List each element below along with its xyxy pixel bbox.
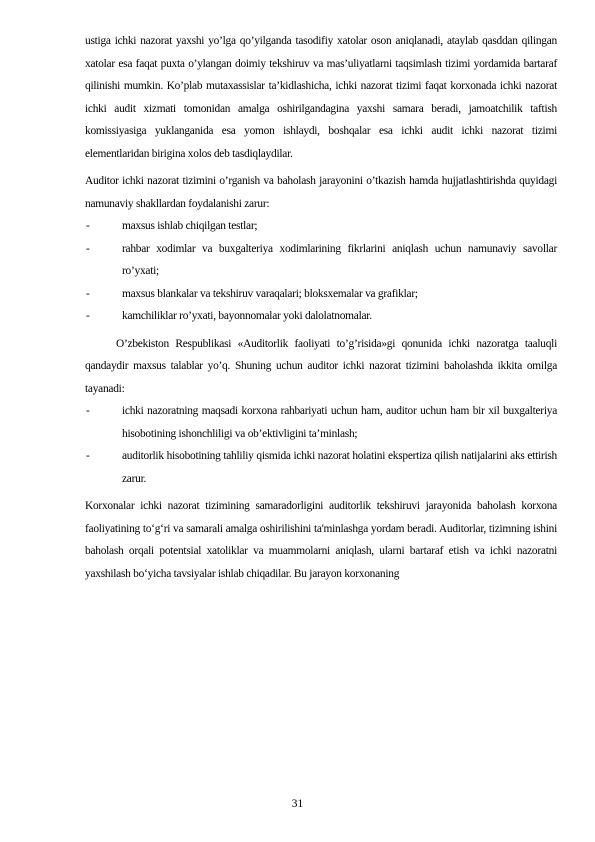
page-number: 31 [291,798,304,810]
list-item-text: ichki nazoratning maqsadi korxona rahbariyati uchun ham, auditor uchun ham bir xil buxgalteriya hisobotining ishonchliligi va ob’ektivligini ta’minlash; [122,405,557,440]
list-dash: - [86,220,90,232]
list-item-text: kamchiliklar ro’yxati, bayonnomalar yoki dalolatnomalar. [122,310,372,322]
factors-list [85,400,557,490]
list-dash: - [86,405,90,417]
forms-list [85,215,557,328]
list-item-text: rahbar xodimlar va buxgalteriya xodimlarining fikrlarini aniqlash uchun namunaviy savollar ro’yxati; [122,242,557,277]
page-content [85,30,557,585]
list-item-text: auditorlik hisobotining tahliliy qismida ichki nazorat holatini ekspertiza qilish natijalarini aks ettirish zarur. [122,450,557,485]
paragraph-3: O’zbekiston Respublikasi «Auditorlik faoliyati to’g’risida»gi qonunida ichki nazoratga taaluqli qandaydir maxsus talablar yo’q. Shuning uchun auditor ichki nazorat tizimini baholashda ikkita omilga tayanadi: [85,337,557,395]
paragraph-1: ustiga ichki nazorat yaxshi yo’lga qo’yilganda tasodifiy xatolar oson aniqlanadi, ataylab qasddan qilingan xatolar esa faqat puxta o’ylangan doimiy tekshiruv va mas’uliyatlarni taqsimlash tizimi yordamida bartaraf qilinishi mumkin. Ko’plab mutaxassislar ta’kidlashicha, ichki nazorat tizimi faqat korxonada ichki nazorat ichki audit xizmati tomonidan amalga oshirilgandagina yaxshi samara beradi, jamoatchilik taftish komissiyasiga yuklanganida esa yomon ishlaydi, boshqalar esa ichki audit ichki nazorat tizimi elementlaridan birigina xolos deb tasdiqlaydilar. [85,35,557,160]
list-item-text: maxsus blankalar va tekshiruv varaqalari; bloksxemalar va grafiklar; [122,287,418,300]
paragraph-2: Auditor ichki nazorat tizimini o’rganish va baholash jarayonini o’tkazish hamda hujjatlashtirishda quyidagi namunaviy shakllardan foydalanishi zarur: [85,175,557,210]
list-item [85,305,557,328]
list-item [85,238,557,283]
list-dash: - [86,310,90,322]
list-dash: - [86,287,90,300]
paragraph-4: Korxonalar ichki nazorat tizimining samaradorligini auditorlik tekshiruvi jarayonida baholash korxona faoliyatining to‘g‘ri va samarali amalga oshirilishini ta'minlashga yordam beradi. Auditorlar, tizimning ishini baholash orqali potentsial xatoliklar va muammolarni aniqlash, ularni bartaraf etish va ichki nazoratni yaxshilash bo‘yicha tavsiyalar ishlab chiqadilar. Bu jarayon korxonaning [85,500,557,580]
list-item [85,215,557,238]
list-dash: - [86,450,90,462]
list-item-text: maxsus ishlab chiqilgan testlar; [122,220,258,232]
list-item [85,283,557,306]
list-item [85,400,557,445]
list-dash: - [86,242,90,255]
list-item [85,445,557,490]
